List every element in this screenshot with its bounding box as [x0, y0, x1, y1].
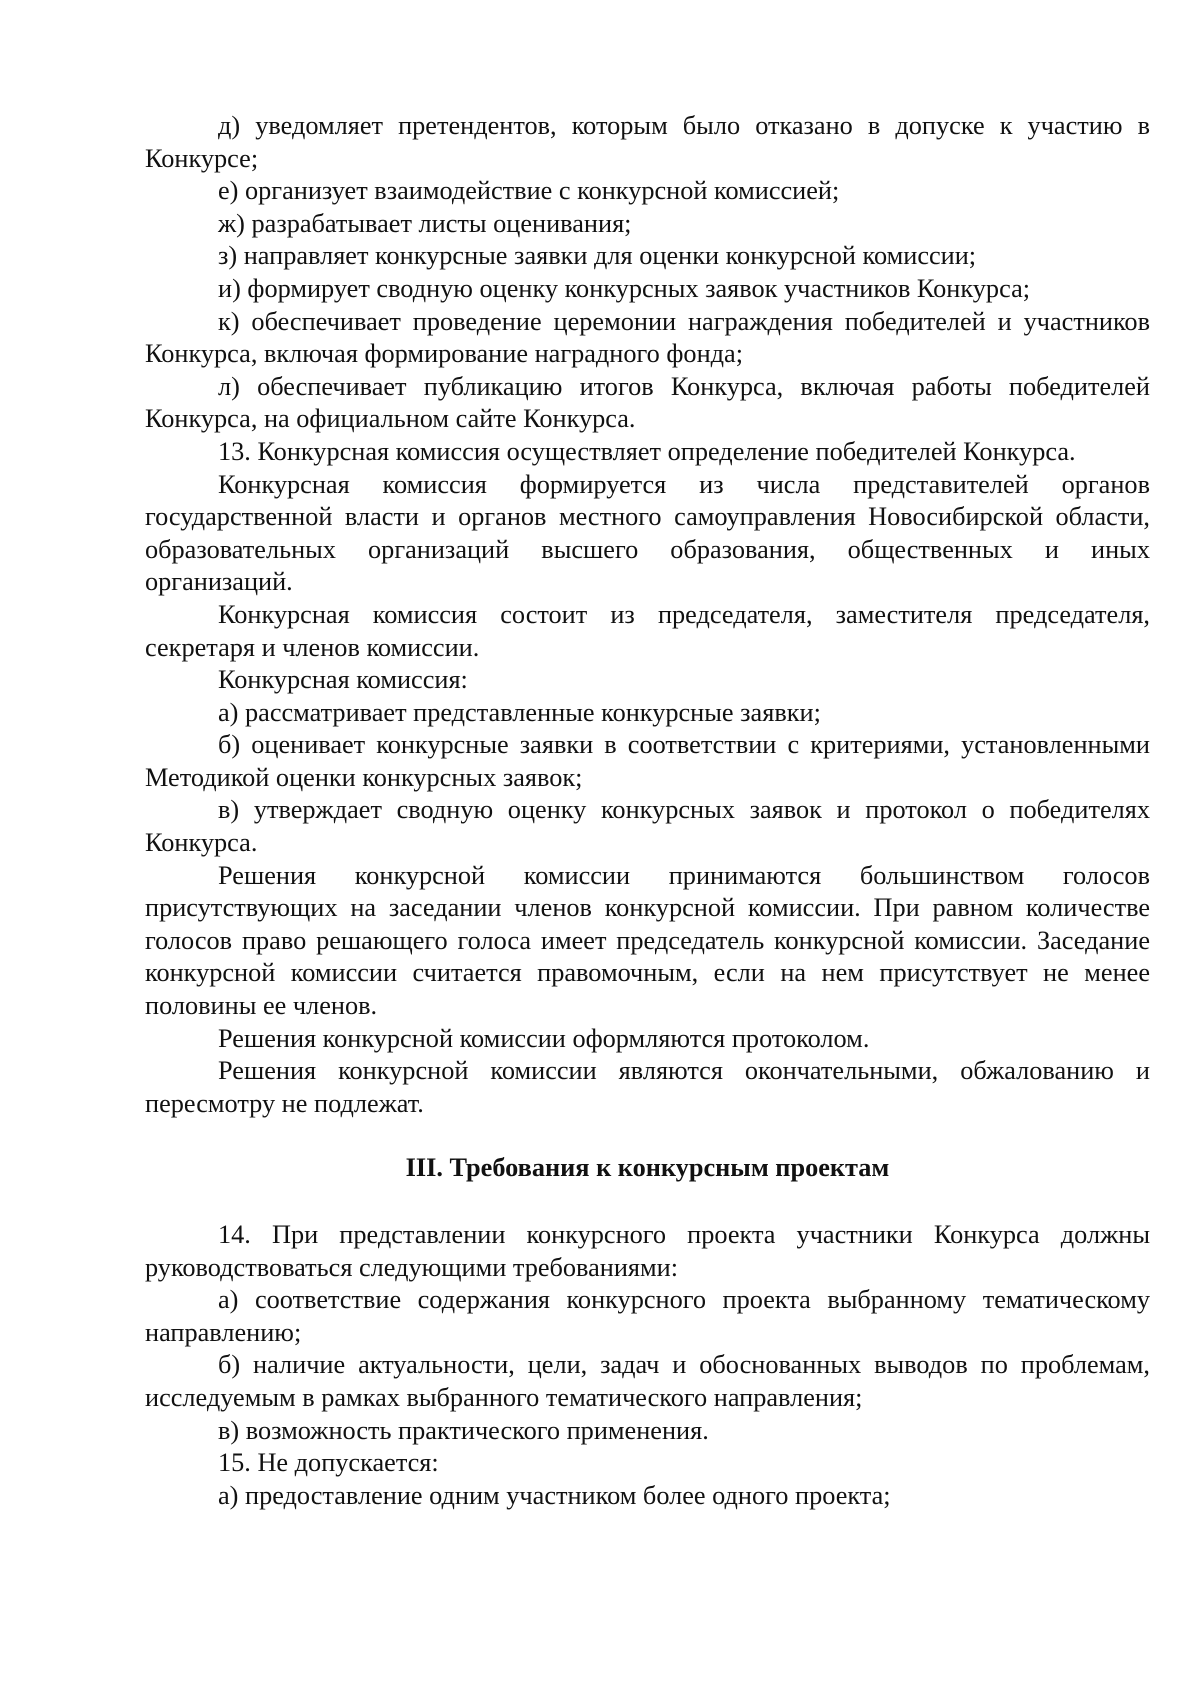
paragraph-v-practical-application: в) возможность практического применения. [218, 1415, 709, 1445]
paragraph-b-relevance-goals: б) наличие актуальности, цели, задач и обоснованных выводов по проблемам, исследуемым в рамках выбранного тематического направления; [145, 1350, 1150, 1412]
paragraph-d-notifies-applicants: д) уведомляет претендентов, которым было отказано в допуске к участию в Конкурсе; [145, 111, 1150, 173]
paragraph-v-approves-protocol: в) утверждает сводную оценку конкурсных заявок и протокол о победителях Конкурса. [145, 795, 1150, 858]
paragraph-i-summary-score: и) формирует сводную оценку конкурсных заявок участников Конкурса; [218, 273, 1031, 303]
paragraph-l-publication-results: л) обеспечивает публикацию итогов Конкурса, включая работы победителей Конкурса, на официальном сайте Конкурса. [145, 371, 1150, 434]
paragraph-decisions-final: Решения конкурсной комиссии являются окончательными, обжалованию и пересмотру не подлежат. [145, 1056, 1150, 1118]
paragraph-13-commission-determines: 13. Конкурсная комиссия осуществляет определение победителей Конкурса. [218, 436, 1076, 466]
paragraph-z-sends-applications: з) направляет конкурсные заявки для оценки конкурсной комиссии; [218, 241, 977, 271]
paragraph-15-not-allowed: 15. Не допускается: [218, 1448, 439, 1478]
section-heading: III. Требования к конкурсным проектам [405, 1153, 890, 1183]
paragraph-k-award-ceremony: к) обеспечивает проведение церемонии награждения победителей и участников Конкурса, включая формирование наградного фонда; [145, 306, 1150, 369]
paragraph-a-one-project-limit: а) предоставление одним участником более одного проекта; [218, 1480, 891, 1510]
paragraph-commission-formation: Конкурсная комиссия формируется из числа представителей органов государственной власти и органов местного самоуправления Новосибирской области, образовательных организаций высшего образования, общественных и иных организаций. [145, 469, 1150, 597]
paragraph-commission-composition: Конкурсная комиссия состоит из председателя, заместителя председателя, секретаря и членов комиссии. [145, 599, 1150, 662]
paragraph-a-reviews-applications: а) рассматривает представленные конкурсные заявки; [218, 697, 821, 727]
paragraph-14-project-requirements: 14. При представлении конкурсного проекта участники Конкурса должны руководствоваться следующими требованиями: [145, 1220, 1150, 1282]
paragraph-commission-duties-intro: Конкурсная комиссия: [218, 665, 468, 695]
paragraph-e-organizes-interaction: е) организует взаимодействие с конкурсной комиссией; [218, 176, 840, 206]
paragraph-decisions-majority: Решения конкурсной комиссии принимаются большинством голосов присутствующих на заседании членов конкурсной комиссии. При равном количестве голосов право решающего голоса имеет председатель конкурсной комиссии. Заседание конкурсной комиссии считается правомочным, если на нем присутствует не менее половины ее членов. [145, 860, 1150, 1021]
paragraph-zh-evaluation-sheets: ж) разрабатывает листы оценивания; [218, 208, 632, 238]
paragraph-a-content-matches-topic: а) соответствие содержания конкурсного проекта выбранному тематическому направлению; [145, 1285, 1150, 1347]
document-page [145, 110, 1150, 1512]
paragraph-decisions-protocol: Решения конкурсной комиссии оформляются протоколом. [218, 1023, 870, 1053]
paragraph-b-evaluates-applications: б) оценивает конкурсные заявки в соответствии с критериями, установленными Методикой оценки конкурсных заявок; [145, 730, 1150, 792]
